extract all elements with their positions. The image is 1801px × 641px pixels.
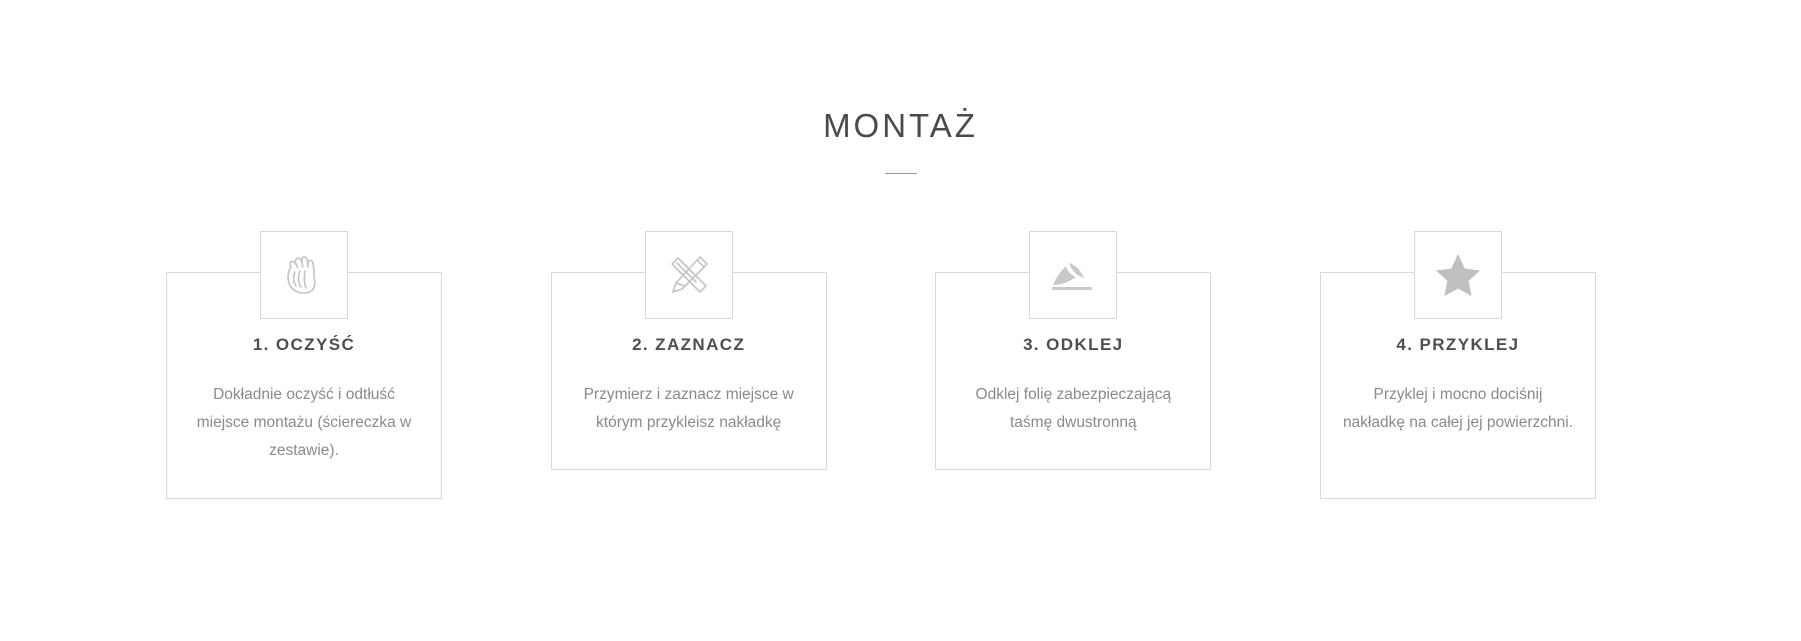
list-item [1320,272,1596,499]
pencil-ruler-icon [645,231,733,319]
step-title: 4. PRZYKLEJ [1396,335,1520,354]
peel-film-icon [1029,231,1117,319]
section-header [0,108,1801,174]
step-description: Dokładnie oczyść i odtłuść miejsce montażu (ściereczka w zestawie). [196,386,412,459]
list-item [166,272,442,499]
step-description: Przymierz i zaznacz miejsce w którym przykleisz nakładkę [583,386,794,431]
heading-divider [885,173,917,174]
list-item [551,272,827,470]
star-icon [1414,231,1502,319]
steps-list [166,272,1596,499]
step-description: Odklej folię zabezpieczającą taśmę dwustronną [975,386,1172,431]
step-description: Przyklej i mocno dociśnij nakładkę na całej jej powierzchni. [1342,386,1573,431]
list-item [935,272,1211,470]
step-title: 3. ODKLEJ [1023,335,1124,354]
hand-wipe-icon [260,231,348,319]
step-title: 2. ZAZNACZ [632,335,746,354]
page-title: MONTAŻ [823,107,978,144]
step-title: 1. OCZYŚĆ [252,335,356,354]
